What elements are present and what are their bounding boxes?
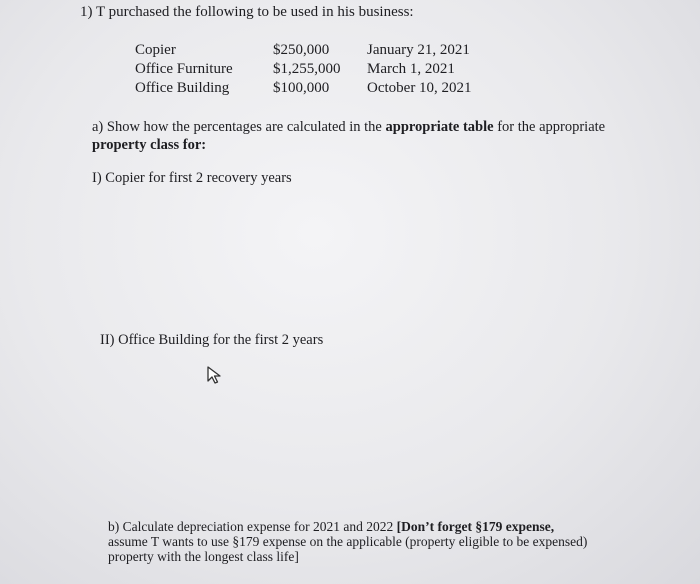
part-a-text: for the appropriate — [493, 119, 606, 135]
asset-cost: $250,000 — [273, 42, 330, 58]
part-a-bold: property class for: — [92, 137, 207, 153]
part-a-sub-ii: II) Office Building for the first 2 years — [100, 332, 324, 348]
part-a-sub-i: I) Copier for first 2 recovery years — [92, 170, 292, 186]
question-heading: 1) T purchased the following to be used in his business: — [80, 4, 414, 20]
part-b-text: b) Calculate depreciation expense for 2021 and 2022 — [108, 519, 397, 534]
asset-date: January 21, 2021 — [367, 42, 470, 58]
asset-cost: $1,255,000 — [273, 61, 341, 77]
asset-name: Office Building — [135, 80, 230, 96]
part-b-instruction — [108, 519, 648, 564]
asset-name: Copier — [135, 42, 176, 58]
part-b-bold: [Don’t forget §179 expense, — [396, 519, 555, 534]
part-a-bold: appropriate table — [385, 119, 494, 135]
asset-cost: $100,000 — [273, 80, 330, 96]
part-b-text: property with the longest class life] — [108, 549, 299, 564]
part-a-instruction — [92, 118, 652, 154]
part-a-text: a) Show how the percentages are calculated in the — [92, 119, 386, 135]
mouse-pointer-icon — [206, 365, 224, 390]
asset-date: October 10, 2021 — [367, 80, 472, 96]
asset-date: March 1, 2021 — [367, 61, 455, 77]
asset-name: Office Furniture — [135, 61, 233, 77]
part-b-text: assume T wants to use §179 expense on the applicable (property eligible to be expensed) — [108, 534, 588, 549]
